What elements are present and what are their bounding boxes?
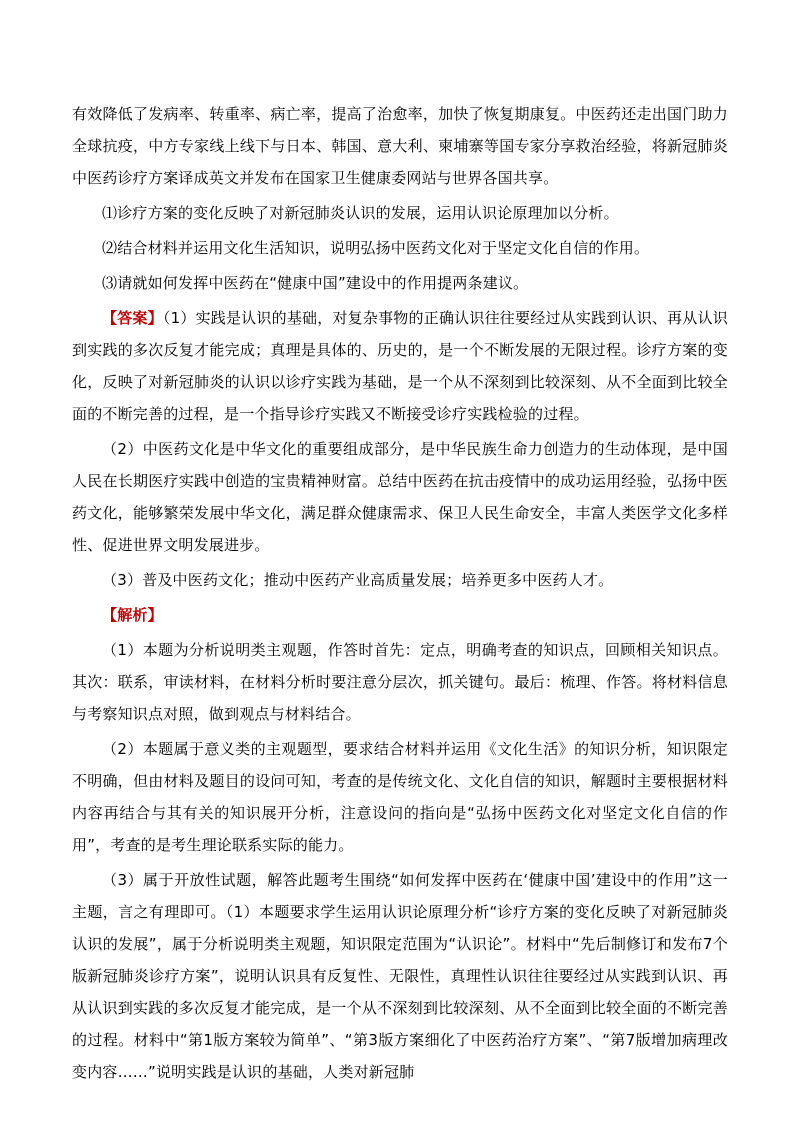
question-3: ⑶请就如何发挥中医药在“健康中国”建设中的作用提两条建议。: [102, 274, 529, 292]
analysis-heading: [72, 599, 728, 631]
answer-1: [72, 302, 728, 430]
question-2: ⑵结合材料并运用文化生活知识，说明弘扬中医药文化对于坚定文化自信的作用。: [102, 239, 650, 257]
answer-2: （2）中医药文化是中华文化的重要组成部分，是中华民族生命力创造力的生动体现，是中国人民在长期医疗实践中创造的宝贵精神财富。总结中医药在抗击疫情中的成功运用经验，弘扬中医药文化，能够繁荣发展中华文化，满足群众健康需求、保卫人民生命安全，丰富人类医学文化多样性、促进世界文明发展进步。: [72, 440, 728, 554]
answer-tag: 【答案】: [102, 309, 163, 327]
document-body: [72, 98, 728, 1091]
answer-1-text: （1）实践是认识的基础，对复杂事物的正确认识往往要经过从实践到认识、再从认识到实践的多次反复才能完成；真理是具体的、历史的，是一个不断发展的无限过程。诊疗方案的变化，反映了对新冠肺炎的认识以诊疗实践为基础，是一个从不深刻到比较深刻、从不全面到比较全面的不断完善的过程，是一个指导诊疗实践又不断接受诊疗实践检验的过程。: [72, 309, 728, 423]
analysis-tag: 【解析】: [102, 606, 163, 624]
analysis-3: （3）属于开放性试题，解答此题考生围绕“如何发挥中医药在‘健康中国’建设中的作用”这一主题，言之有理即可。（1）本题要求学生运用认识论原理分析“诊疗方案的变化反映了对新冠肺炎认识的发展”，属于分析说明类主观题，知识限定范围为“认识论”。材料中“先后制修订和发布7个版新冠肺炎诊疗方案”，说明认识具有反复性、无限性，真理性认识往往要经过从实践到认识、再从认识到实践的多次反复才能完成，是一个从不深刻到比较深刻、从不全面到比较全面的不断完善的过程。材料中“第1版方案较为简单”、“第3版方案细化了中医药治疗方案”、“第7版增加病理改变内容……”说明实践是认识的基础，人类对新冠肺: [72, 871, 728, 1081]
answer-3: （3）普及中医药文化；推动中医药产业高质量发展；培养更多中医药人才。: [102, 571, 614, 589]
analysis-2: （2）本题属于意义类的主观题型，要求结合材料并运用《文化生活》的知识分析，知识限定不明确，但由材料及题目的设问可知，考查的是传统文化、文化自信的知识，解题时主要根据材料内容再结合与其有关的知识展开分析，注意设问的指向是“弘扬中医药文化对坚定文化自信的作用”，考查的是考生理论联系实际的能力。: [72, 740, 728, 854]
analysis-1: （1）本题为分析说明类主观题，作答时首先：定点，明确考查的知识点，回顾相关知识点。其次：联系，审读材料，在材料分析时要注意分层次，抓关键句。最后：梳理、作答。将材料信息与考察知识点对照，做到观点与材料结合。: [72, 641, 728, 723]
question-1: ⑴诊疗方案的变化反映了对新冠肺炎认识的发展，运用认识论原理加以分析。: [102, 204, 619, 222]
material-paragraph: 有效降低了发病率、转重率、病亡率，提高了治愈率，加快了恢复期康复。中医药还走出国门助力全球抗疫，中方专家线上线下与日本、韩国、意大利、柬埔寨等国专家分享救治经验，将新冠肺炎中医药诊疗方案译成英文并发布在国家卫生健康委网站与世界各国共享。: [72, 105, 728, 187]
